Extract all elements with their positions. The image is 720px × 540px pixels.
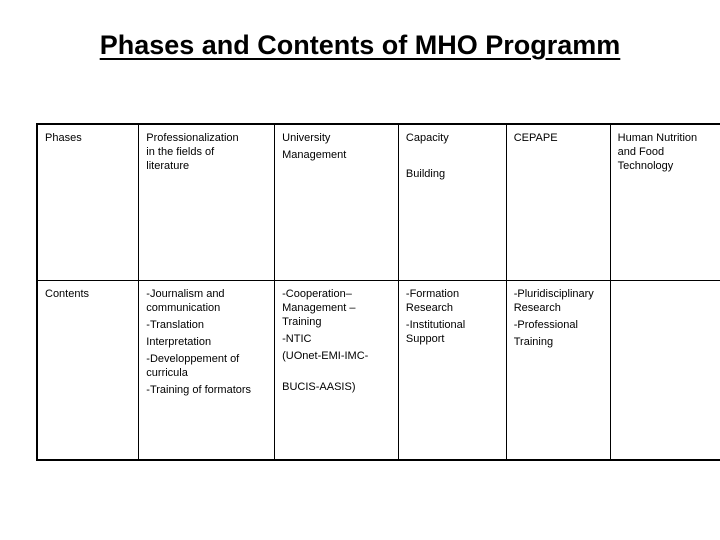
cell-line: -Institutional <box>405 318 466 331</box>
phase-cell-capacity-building <box>398 124 506 280</box>
cell-line: -Developpement of <box>146 352 240 365</box>
cell-line: -Pluridisciplinary <box>513 287 594 300</box>
cell-line: -Training of formators <box>146 383 252 396</box>
cell-line: -Translation <box>146 318 204 331</box>
phase-cell-university-management <box>275 124 399 280</box>
cell-line: Capacity <box>405 132 449 144</box>
content-cell-university-management <box>275 280 399 460</box>
cell-line: Training <box>282 315 322 328</box>
cell-line: -Professional <box>513 318 578 331</box>
cell-line: Support <box>405 332 445 345</box>
cell-line: (UOnet-EMI-IMC- <box>282 349 369 362</box>
content-cell-capacity-building <box>398 280 506 460</box>
phase-cell-human-nutrition <box>610 124 720 280</box>
row-header-contents <box>37 280 139 460</box>
cell-line: Interpretation <box>146 335 212 348</box>
cell-line: Training <box>513 335 554 348</box>
content-cell-cepape <box>506 280 610 460</box>
cell-line: communication <box>146 301 221 314</box>
table-row-contents <box>37 280 720 460</box>
cell-line: University <box>282 132 331 144</box>
cell-line: Technology <box>617 160 674 172</box>
cell-line: -Cooperation– <box>282 287 352 300</box>
table-row-phases <box>37 124 720 280</box>
cell-line: CEPAPE <box>513 132 558 144</box>
cell-line: and Food <box>617 146 665 158</box>
cell-line: Human Nutrition <box>617 132 698 144</box>
phase-cell-professionalization <box>139 124 275 280</box>
cell-line: Management <box>282 149 347 161</box>
cell-line: Research <box>513 301 561 314</box>
cell-line: -Journalism and <box>146 287 225 300</box>
programme-table <box>36 123 720 461</box>
content-cell-human-nutrition <box>610 280 720 460</box>
cell-line: Management – <box>282 301 356 314</box>
cell-line: -Formation <box>405 287 460 300</box>
page-title: Phases and Contents of MHO Programm <box>99 30 621 60</box>
cell-line: curricula <box>146 366 188 379</box>
cell-line: Research <box>405 301 453 314</box>
row-header-label: Phases <box>45 132 82 144</box>
cell-line: in the fields of <box>146 146 215 158</box>
cell-line: literature <box>146 160 190 172</box>
phase-cell-cepape <box>506 124 610 280</box>
content-cell-professionalization <box>139 280 275 460</box>
row-header-label: Contents <box>45 287 90 300</box>
cell-line: Building <box>405 168 446 180</box>
cell-line: BUCIS-AASIS) <box>282 380 356 393</box>
row-header-phases <box>37 124 139 280</box>
cell-line: -NTIC <box>282 332 312 345</box>
cell-line: Professionalization <box>146 132 239 144</box>
